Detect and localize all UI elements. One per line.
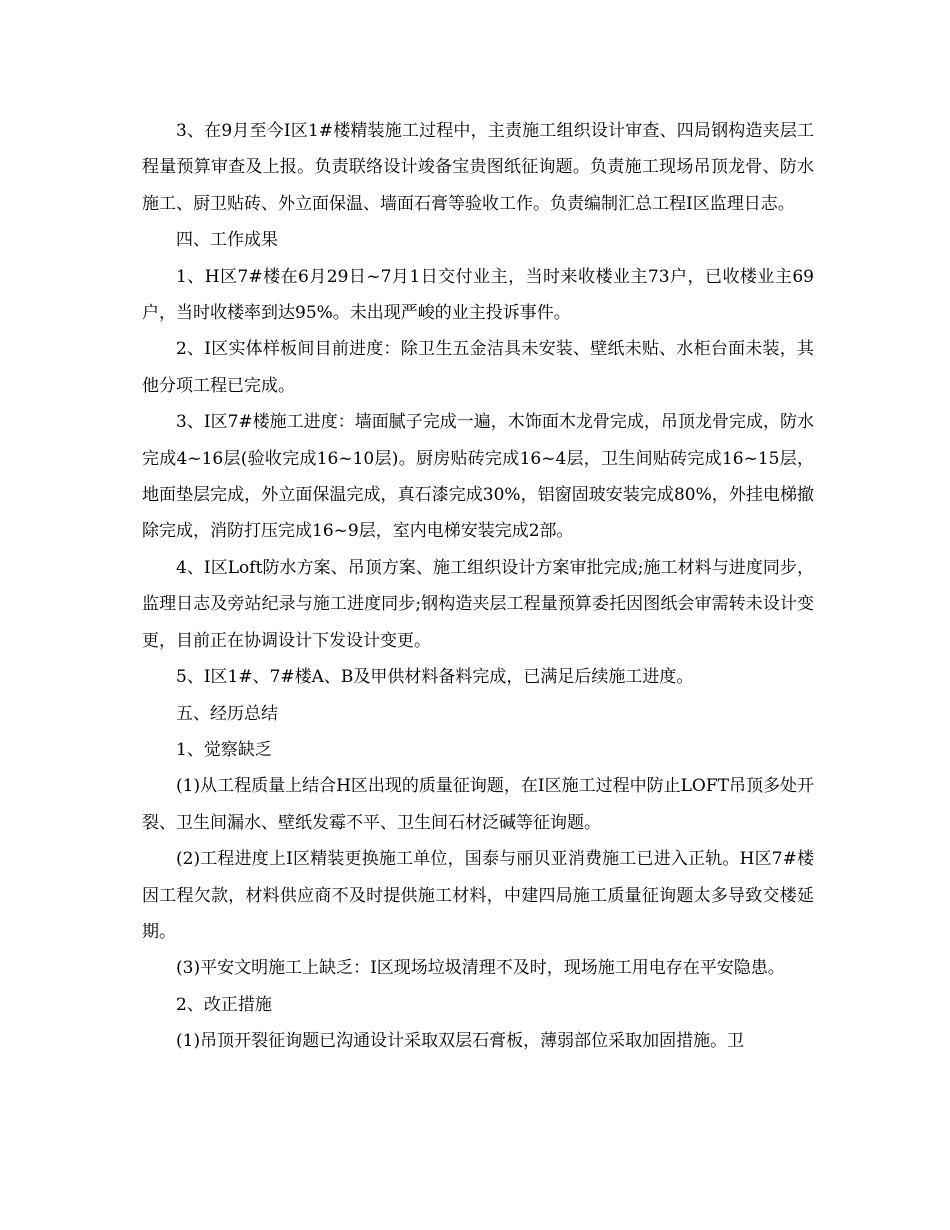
paragraph-result-5: 5、I区1#、7#楼A、B及甲供材料备料完成，已满足后续施工进度。 <box>176 667 694 688</box>
paragraph-responsibility-3: 3、在9月至今I区1#楼精装施工过程中，主责施工组织设计审查、四局钢构造夹层工程量预算审查及上报。负责联络设计竣备宝贵图纸征询题。负责施工现场吊顶龙骨、防水施工、厨卫贴砖、外立面保温、墙面石膏等验收工作。负责编制汇总工程I区监理日志。 <box>142 121 814 214</box>
paragraph-result-4: 4、I区Loft防水方案、吊顶方案、施工组织设计方案审批完成;施工材料与进度同步，监理日志及旁站纪录与施工进度同步;钢构造夹层工程量预算委托因图纸会审需转未设计变更，目前正在协调设计下发设计变更。 <box>142 557 814 651</box>
paragraph-shortcoming-3: (3)平安文明施工上缺乏：I区现场垃圾清理不及时，现场施工用电存在平安隐患。 <box>176 958 785 979</box>
subheading-shortcomings: 1、觉察缺乏 <box>176 739 272 760</box>
document-body <box>142 113 814 1060</box>
paragraph-result-1: 1、H区7#楼在6月29日~7月1日交付业主，当时来收楼业主73户，已收楼业主69户，当时收楼率到达95%。未出现严峻的业主投诉事件。 <box>142 266 814 324</box>
paragraph-measure-1: (1)吊顶开裂征询题已沟通设计采取双层石膏板，薄弱部位采取加固措施。卫 <box>176 1031 745 1052</box>
paragraph-shortcoming-1: (1)从工程质量上结合H区出现的质量征询题，在I区施工过程中防止LOFT吊顶多处开裂、卫生间漏水、壁纸发霉不平、卫生间石材泛碱等征询题。 <box>142 776 814 833</box>
section-heading-work-results: 四、工作成果 <box>176 230 278 251</box>
subheading-corrective-measures: 2、改正措施 <box>176 994 272 1015</box>
paragraph-result-3: 3、I区7#楼施工进度：墙面腻子完成一遍，木饰面木龙骨完成，吊顶龙骨完成，防水完成4~16层(验收完成16~10层)。厨房贴砖完成16~4层，卫生间贴砖完成16~15层，地面垫层完成，外立面保温完成，真石漆完成30%，铝窗固玻安装完成80%，外挂电梯撤除完成，消防打压完成16~9层，室内电梯安装完成2部。 <box>142 412 814 542</box>
paragraph-result-2: 2、I区实体样板间目前进度：除卫生五金洁具未安装、壁纸未贴、水柜台面未装，其他分项工程已完成。 <box>142 339 814 396</box>
section-heading-experience-summary: 五、经历总结 <box>176 703 278 724</box>
paragraph-shortcoming-2: (2)工程进度上I区精装更换施工单位，国泰与丽贝亚消费施工已进入正轨。H区7#楼因工程欠款，材料供应商不及时提供施工材料，中建四局施工质量征询题太多导致交楼延期。 <box>142 849 814 942</box>
